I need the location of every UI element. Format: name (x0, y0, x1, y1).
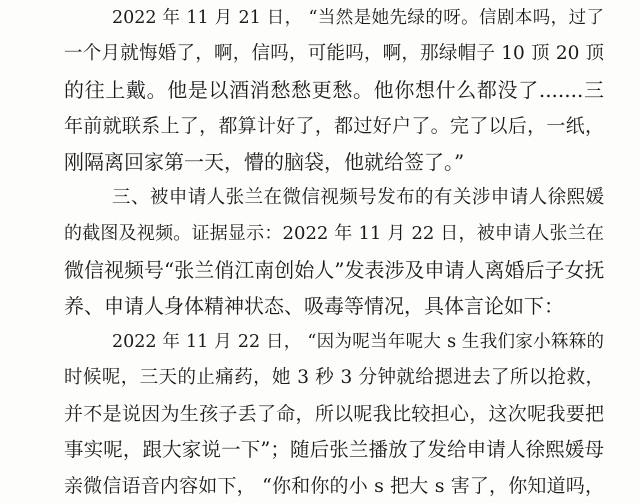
text-line-12: 并不是说因为生孩子丢了命，所以呢我比较担心，这次呢我要把 (64, 403, 604, 425)
text-line-2: 一个月就悔婚了，啊，信吗，可能吗，啊，那绿帽子 10 顶 20 顶 (64, 43, 604, 64)
text-line-8: 微信视频号“张兰俏江南创始人”发表涉及申请人离婚后子女抚 (64, 258, 605, 282)
text-line-4: 年前就联系上了，都算计好了，都过好户了。完了以后，一纸， (64, 115, 604, 137)
text-line-14: 亲微信语音内容如下， “你和你的小 s 把大 s 害了，你知道吗， (64, 475, 604, 497)
text-line-1: 2022 年 11 月 21 日， “当然是她先绿的呀。信剧本吗，过了 (112, 8, 604, 28)
text-line-10: 2022 年 11 月 22 日， “因为呢当年呢大 s 生我们家小箖箖的 (112, 332, 604, 352)
text-line-6: 三、被申请人张兰在微信视频号发布的有关涉申请人徐熙媛 (112, 187, 604, 208)
text-line-9: 养、申请人身体精神状态、吸毒等情况，具体言论如下： (64, 294, 564, 318)
text-line-3: 的往上戴。他是以酒消愁愁更愁。他你想什么都没了.......三 (64, 78, 604, 102)
text-line-7: 的截图及视频。证据显示：2022 年 11 月 22 日，被申请人张兰在 (64, 223, 604, 244)
text-line-13: 事实呢，跟大家说一下”；随后张兰播放了发给申请人徐熙媛母 (64, 438, 604, 461)
text-line-11: 时候呢，三天的止痛药，她 3 秒 3 分钟就给摁进去了所以抢救， (64, 367, 604, 388)
text-line-5: 刚隔离回家第一天，懵的脑袋，他就给签了。” (64, 150, 465, 174)
